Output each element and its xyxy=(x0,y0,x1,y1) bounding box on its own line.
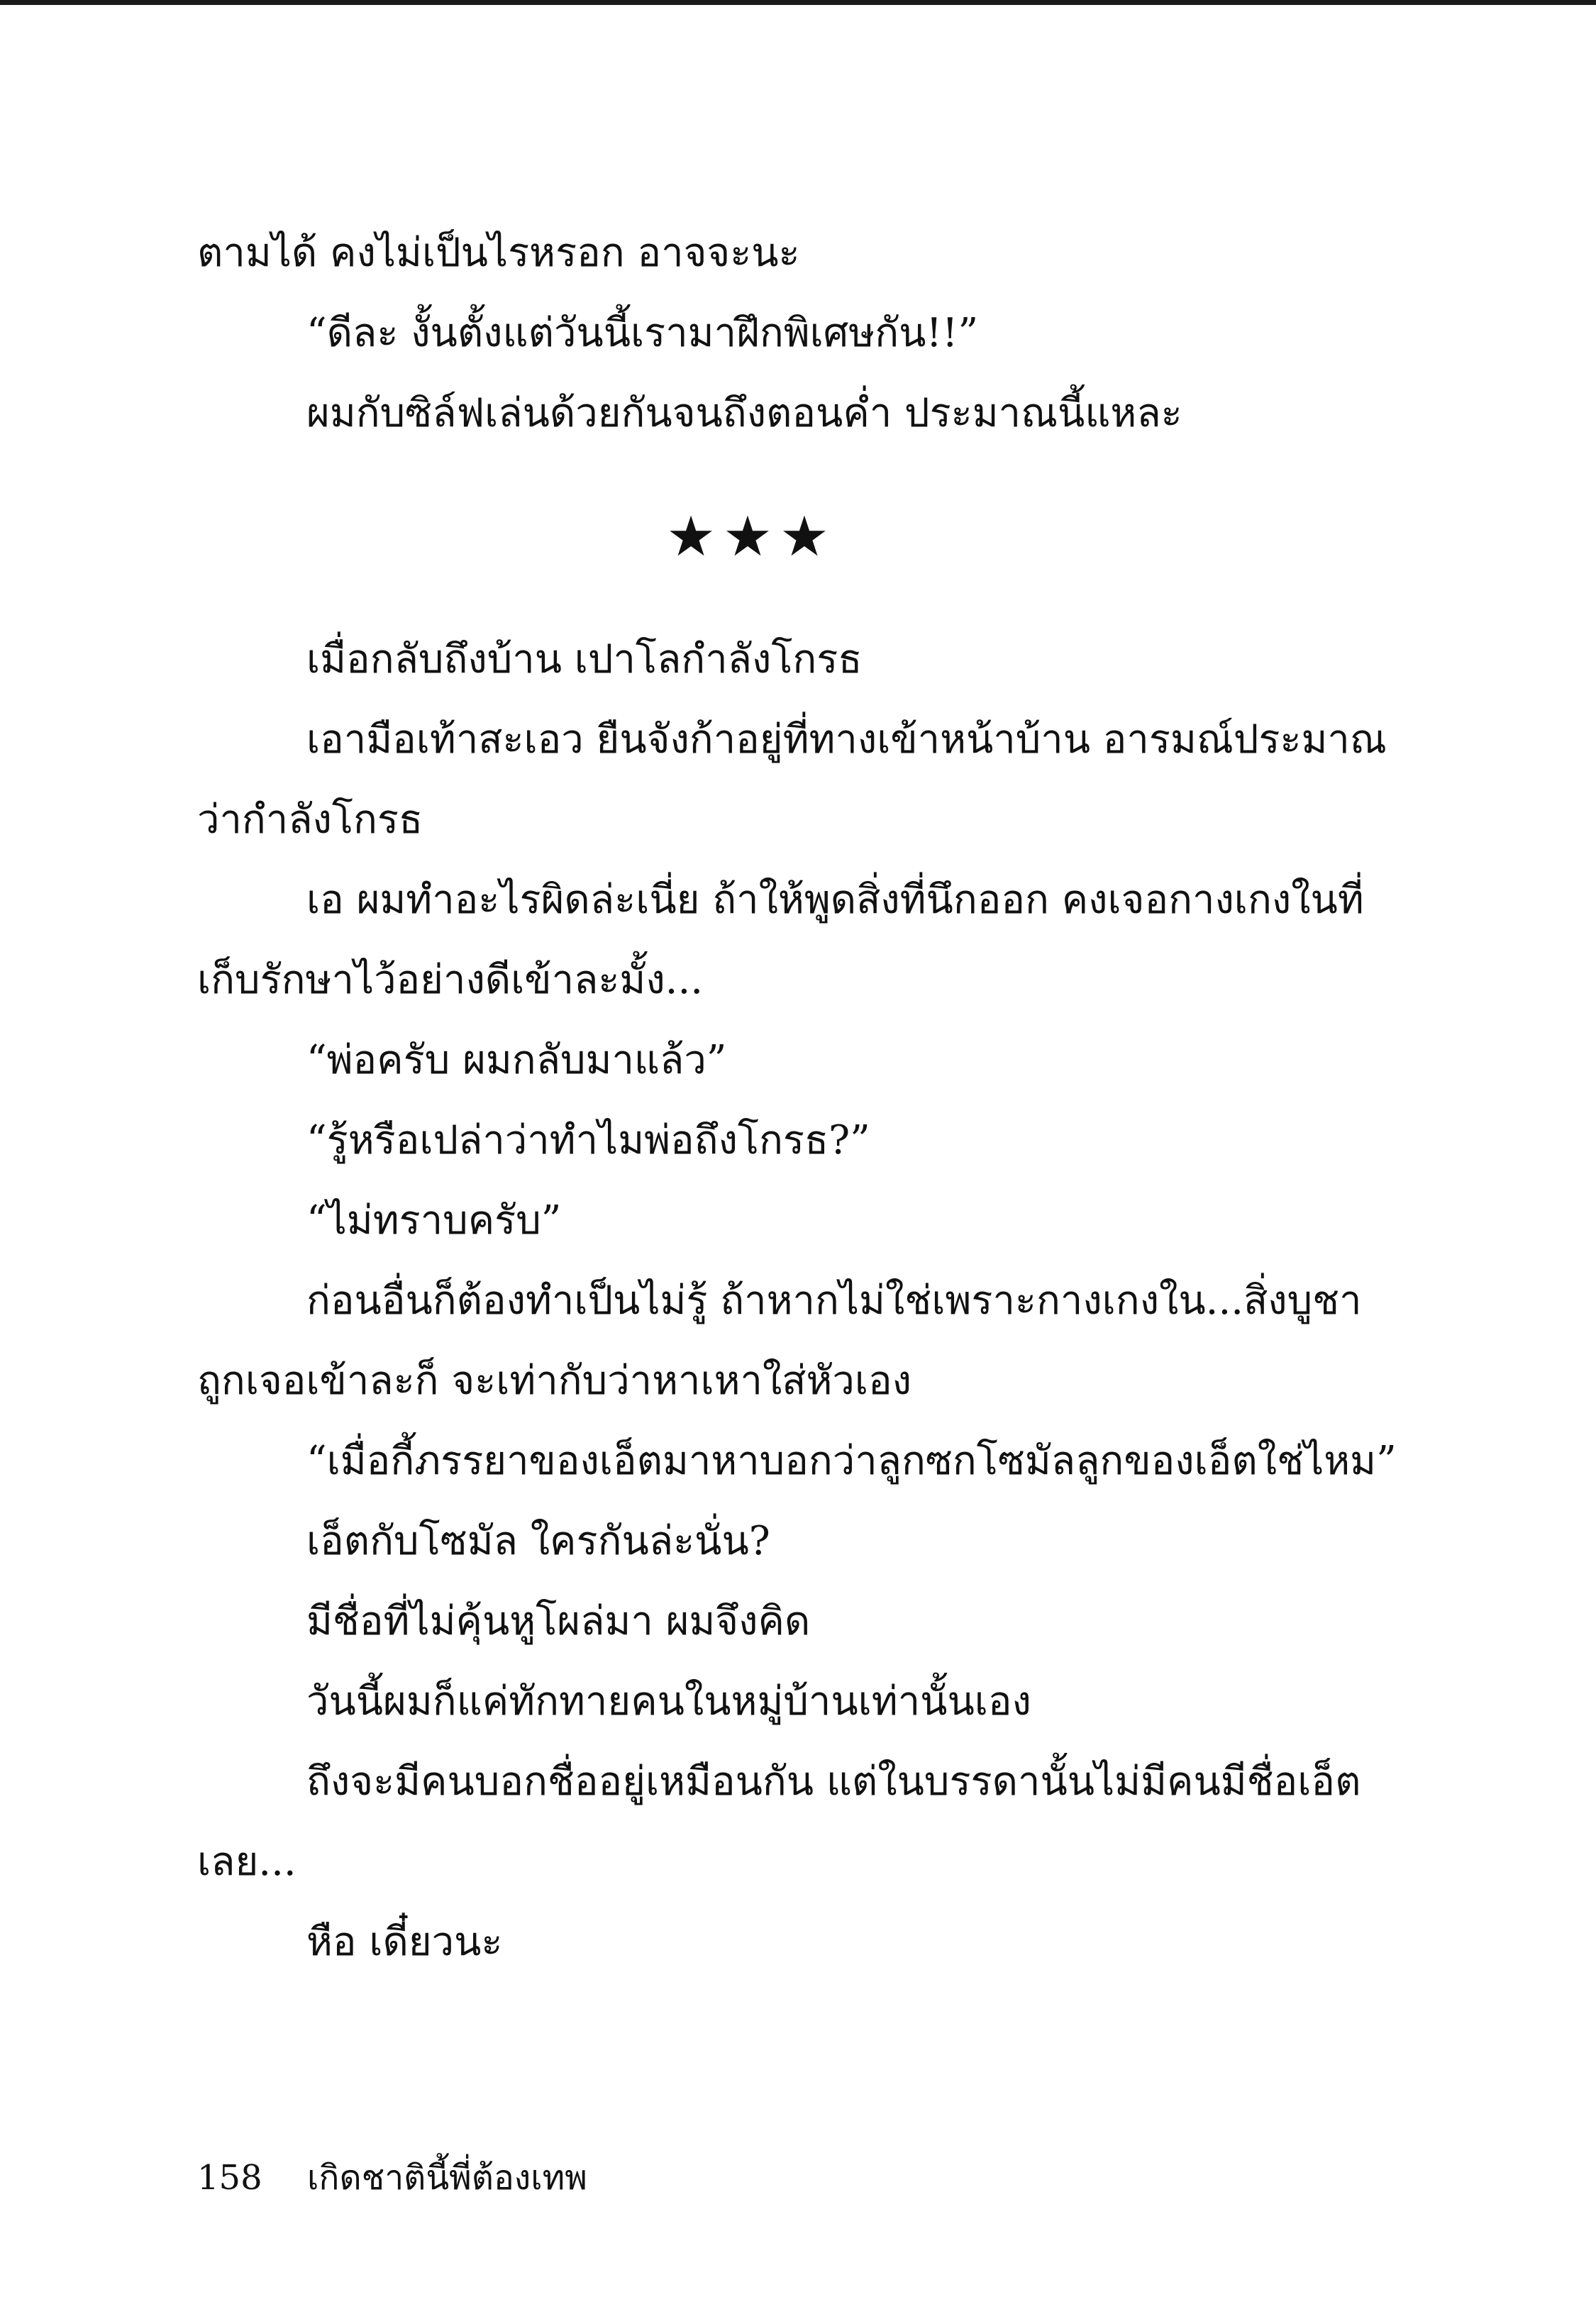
paragraph-line: วันนี้ผมก็แค่ทักทายคนในหมู่บ้านเท่านั้นเอง xyxy=(306,1678,1031,1725)
dialogue-line: “ดีละ งั้นตั้งแต่วันนี้เรามาฝึกพิเศษกัน!!” xyxy=(306,310,979,356)
paragraph-line: เมื่อกลับถึงบ้าน เปาโลกำลังโกรธ xyxy=(306,636,863,682)
dialogue-line: “รู้หรือเปล่าว่าทำไมพ่อถึงโกรธ?” xyxy=(306,1117,870,1163)
page-body xyxy=(197,213,1397,1982)
paragraph-line: ถูกเจอเข้าละก็ จะเท่ากับว่าหาเหาใส่หัวเอง xyxy=(197,1358,911,1404)
scene-break-stars: ★★★ xyxy=(666,505,836,569)
paragraph-line: เก็บรักษาไว้อย่างดีเข้าละมั้ง... xyxy=(197,957,704,1003)
running-book-title: เกิดชาตินี้พี่ต้องเทพ xyxy=(307,2158,587,2198)
dialogue-line: “เมื่อกี้ภรรยาของเอ็ตมาหาบอกว่าลูกซกโซมัลลูกของเอ็ตใช่ไหม” xyxy=(306,1438,1397,1484)
paragraph-line: เอ็ตกับโซมัล ใครกันล่ะนั่น? xyxy=(306,1518,770,1564)
paragraph-line: หือ เดี๋ยวนะ xyxy=(306,1919,503,1965)
paragraph-line: เอ ผมทำอะไรผิดล่ะเนี่ย ถ้าให้พูดสิ่งที่นึกออก คงเจอกางเกงในที่ xyxy=(306,877,1364,923)
paragraph-line: ถึงจะมีคนบอกชื่ออยู่เหมือนกัน แต่ในบรรดานั้นไม่มีคนมีชื่อเอ็ต xyxy=(306,1759,1361,1805)
page-footer xyxy=(197,2157,587,2199)
paragraph-line: ผมกับซิล์ฟเล่นด้วยกันจนถึงตอนค่ำ ประมาณนี้แหละ xyxy=(306,390,1182,436)
paragraph-line: ว่ากำลังโกรธ xyxy=(197,797,423,843)
paragraph-line: เลย... xyxy=(197,1839,297,1885)
dialogue-line: “ไม่ทราบครับ” xyxy=(306,1197,562,1244)
paragraph-line: ก่อนอื่นก็ต้องทำเป็นไม่รู้ ถ้าหากไม่ใช่เพราะกางเกงใน...สิ่งบูชา xyxy=(306,1278,1362,1324)
paragraph-line: มีชื่อที่ไม่คุ้นหูโผล่มา ผมจึงคิด xyxy=(306,1598,811,1644)
top-border-rule xyxy=(0,0,1596,5)
page-number: 158 xyxy=(197,2158,262,2198)
paragraph-line: ตามได้ คงไม่เป็นไรหรอก อาจจะนะ xyxy=(197,230,800,276)
paragraph-line: เอามือเท้าสะเอว ยืนจังก้าอยู่ที่ทางเข้าหน้าบ้าน อารมณ์ประมาณ xyxy=(306,716,1387,763)
dialogue-line: “พ่อครับ ผมกลับมาแล้ว” xyxy=(306,1037,727,1083)
